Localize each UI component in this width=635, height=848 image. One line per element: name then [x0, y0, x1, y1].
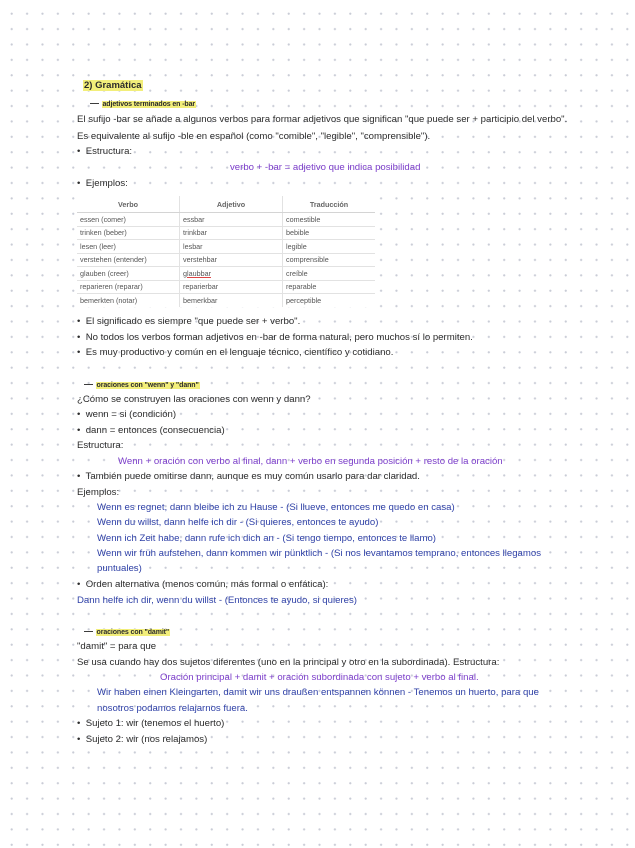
wenn-example-4-cont: puntuales)	[97, 563, 142, 574]
table-cell: bebible	[283, 226, 376, 240]
table-row	[77, 240, 375, 254]
table-cell: creíble	[283, 267, 376, 281]
table-cell: reparable	[283, 280, 376, 294]
table-cell: legible	[283, 240, 376, 254]
table-header: Adjetivo	[180, 196, 283, 213]
note-bar-1: • El significado es siempre "que puede ser + verbo".	[77, 316, 301, 327]
wenn-structure-label: Estructura:	[77, 440, 124, 451]
table-cell: lesbar	[180, 240, 283, 254]
table-header: Verbo	[77, 196, 180, 213]
wenn-example-2: Wenn du willst, dann helfe ich dir - (Si quieres, entonces te ayudo)	[97, 517, 379, 528]
table-header-row	[77, 196, 375, 213]
wenn-question: ¿Cómo se construyen las oraciones con wenn y dann?	[77, 394, 311, 405]
table-cell: glaubbar	[180, 267, 283, 281]
damit-subject-1: • Sujeto 1: wir (tenemos el huerto)	[77, 718, 225, 729]
table-cell: reparierbar	[180, 280, 283, 294]
table-row	[77, 226, 375, 240]
subheading-damit: — oraciones con "damit"	[84, 626, 170, 636]
subheading-adjectives: — adjetivos terminados en -bar	[90, 98, 196, 108]
table-row	[77, 294, 375, 307]
table-header: Traducción	[283, 196, 376, 213]
table-cell: trinkbar	[180, 226, 283, 240]
wenn-formula: Wenn + oración con verbo al final, dann + verbo en segunda posición + resto de la oración	[118, 456, 503, 467]
wenn-example-1: Wenn es regnet, dann bleibe ich zu Hause - (Si llueve, entonces me quedo en casa)	[97, 502, 455, 513]
table-cell: verstehen (entender)	[77, 253, 180, 267]
wenn-alternative: • Orden alternativa (menos común, más formal o enfática):	[77, 579, 329, 590]
table-cell: glauben (creer)	[77, 267, 180, 281]
table-cell: reparieren (reparar)	[77, 280, 180, 294]
structure-formula: verbo + -bar = adjetivo que indica posibilidad	[230, 162, 421, 173]
table-cell: comprensible	[283, 253, 376, 267]
structure-label: • Estructura:	[77, 146, 133, 157]
table-cell: trinken (beber)	[77, 226, 180, 240]
damit-usage: Se usa cuando hay dos sujetos diferentes (uno en la principal y otro en la subordinada). Estructura:	[77, 657, 500, 668]
section-title: 2) Gramática	[84, 80, 142, 91]
damit-subject-2: • Sujeto 2: wir (nos relajamos)	[77, 734, 208, 745]
wenn-example-4: Wenn wir früh aufstehen, dann kommen wir pünktlich - (Si nos levantamos temprano, entonces llegamos	[97, 548, 542, 559]
table-row	[77, 267, 375, 281]
table-row	[77, 213, 375, 227]
wenn-alternative-example: Dann helfe ich dir, wenn du willst - (Entonces te ayudo, si quieres)	[77, 595, 357, 606]
intro-line-2: Es equivalente al sufijo -ble en español (como "comible", "legible", "comprensible").	[77, 131, 431, 142]
note-bar-3: • Es muy productivo y común en el lenguaje técnico, científico y cotidiano.	[77, 347, 394, 358]
table-cell: bemerkbar	[180, 294, 283, 307]
damit-example-line-2: nosotros podamos relajarnos fuera.	[97, 703, 248, 714]
intro-line-1: El sufijo -bar se añade a algunos verbos para formar adjetivos que significan "que puede ser + participio del verbo".	[77, 114, 568, 125]
table-cell: perceptible	[283, 294, 376, 307]
table-cell: verstehbar	[180, 253, 283, 267]
wenn-note: • También puede omitirse dann, aunque es muy común usarlo para dar claridad.	[77, 471, 420, 482]
table-cell: comestible	[283, 213, 376, 227]
examples-label: • Ejemplos:	[77, 178, 128, 189]
wenn-example-3: Wenn ich Zeit habe, dann rufe ich dich an - (Si tengo tiempo, entonces te llamo)	[97, 533, 436, 544]
table-cell: bemerkten (notar)	[77, 294, 180, 307]
adjective-table	[77, 196, 375, 307]
wenn-examples-label: Ejemplos:	[77, 487, 120, 498]
damit-definition: "damit" = para que	[77, 641, 157, 652]
damit-example-line-1: Wir haben einen Kleingarten, damit wir uns draußen entspannen können - Tenemos un huerto, para que	[97, 687, 539, 698]
table-row	[77, 253, 375, 267]
table-cell: lesen (leer)	[77, 240, 180, 254]
damit-formula: Oración principal + damit + oración subordinada con sujeto + verbo al final.	[160, 672, 479, 683]
wenn-definition: • wenn = si (condición)	[77, 409, 177, 420]
note-bar-2: • No todos los verbos forman adjetivos en -bar de forma natural, pero muchos sí lo permiten.	[77, 332, 473, 343]
table-cell: essbar	[180, 213, 283, 227]
dann-definition: • dann = entonces (consecuencia)	[77, 425, 225, 436]
subheading-wenn-dann: — oraciones con "wenn" y "dann"	[84, 379, 199, 389]
table-cell: essen (comer)	[77, 213, 180, 227]
table-row	[77, 280, 375, 294]
